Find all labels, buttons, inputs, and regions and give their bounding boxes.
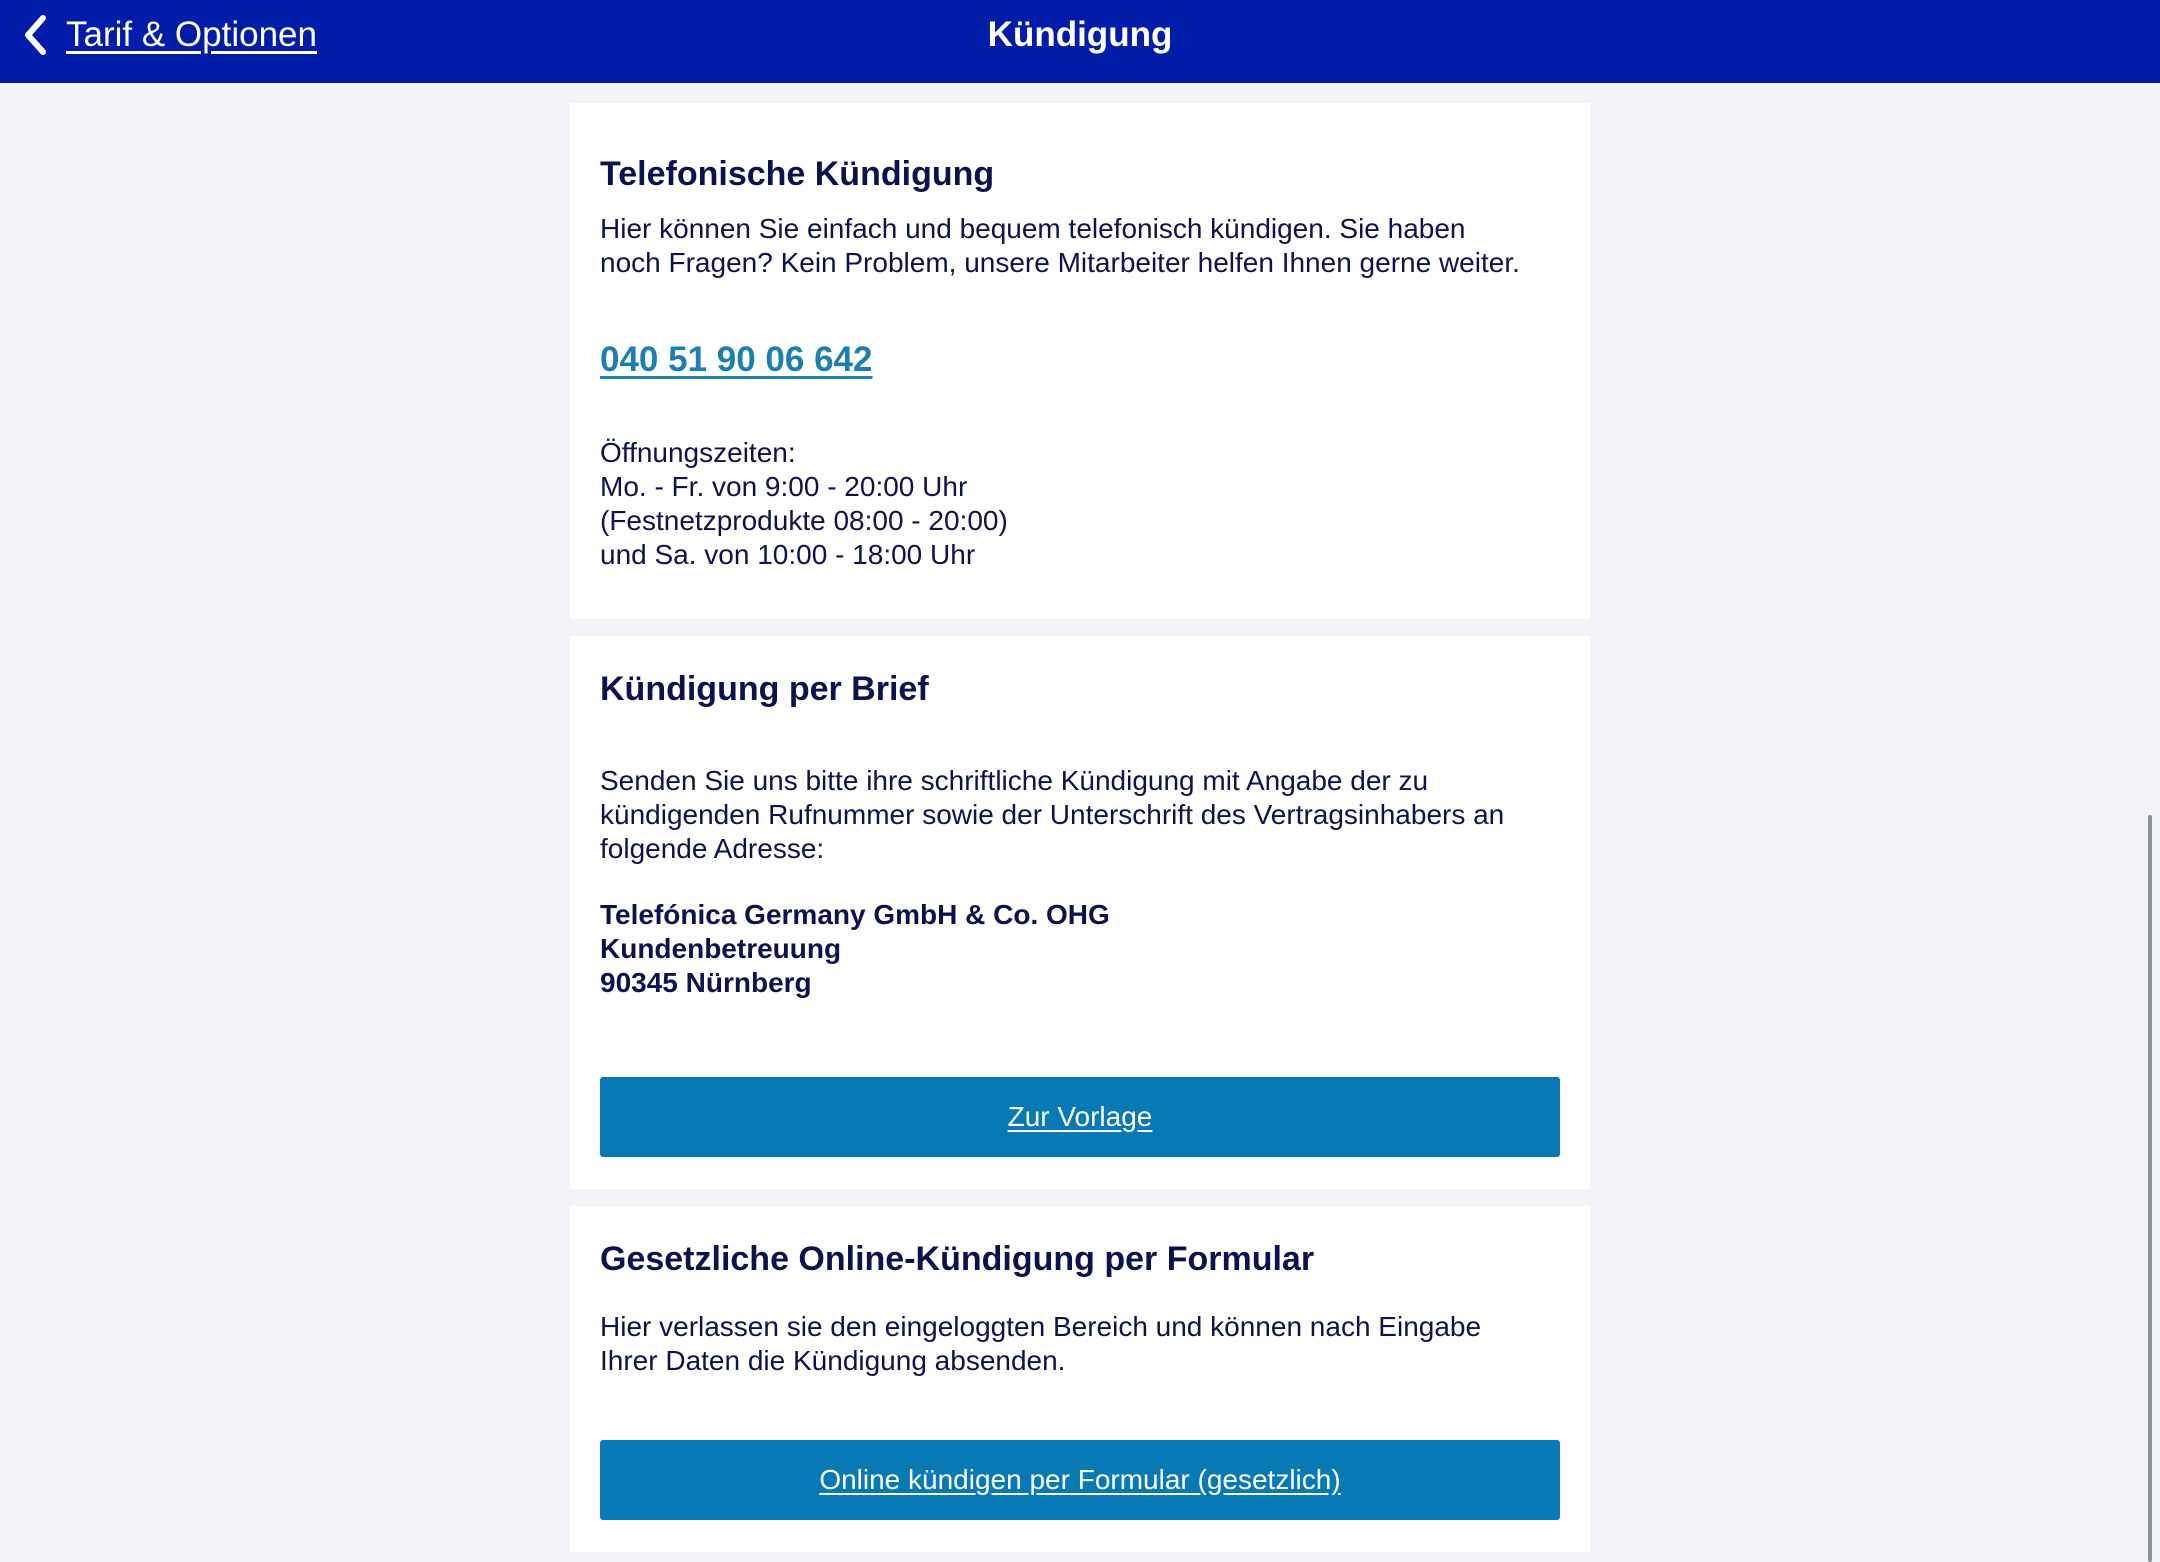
address-line-1: Telefónica Germany GmbH & Co. OHG <box>600 899 1110 930</box>
phone-cancellation-card <box>570 103 1590 619</box>
page-title: Kündigung <box>987 15 1173 54</box>
letter-section-text-line-3: folgende Adresse: <box>600 833 825 864</box>
online-section-text-line-2: Ihrer Daten die Kündigung absenden. <box>600 1345 1066 1376</box>
letter-section-text-line-1: Senden Sie uns bitte ihre schriftliche Kündigung mit Angabe der zu <box>600 765 1429 796</box>
scrollbar[interactable] <box>2148 815 2152 1562</box>
phone-section-text-line-2: noch Fragen? Kein Problem, unsere Mitarbeiter helfen Ihnen gerne weiter. <box>600 247 1520 278</box>
opening-hours-line-3: und Sa. von 10:00 - 18:00 Uhr <box>600 539 976 570</box>
phone-section-text-line-1: Hier können Sie einfach und bequem telefonisch kündigen. Sie haben <box>600 213 1466 244</box>
top-navigation-bar <box>0 0 2160 83</box>
template-button[interactable]: Zur Vorlage <box>600 1077 1560 1157</box>
address-line-3: 90345 Nürnberg <box>600 967 812 998</box>
letter-cancellation-card <box>570 636 1590 1189</box>
phone-section-heading: Telefonische Kündigung <box>600 155 995 193</box>
online-cancellation-card <box>570 1206 1590 1552</box>
address-line-2: Kundenbetreuung <box>600 933 842 964</box>
letter-section-heading: Kündigung per Brief <box>600 670 929 708</box>
online-section-heading: Gesetzliche Online-Kündigung per Formular <box>600 1240 1315 1278</box>
phone-number-link[interactable]: 040 51 90 06 642 <box>600 340 873 379</box>
letter-section-text-line-2: kündigenden Rufnummer sowie der Unterschrift des Vertragsinhabers an <box>600 799 1505 830</box>
opening-hours-line-2: (Festnetzprodukte 08:00 - 20:00) <box>600 505 1008 536</box>
online-cancel-form-button[interactable]: Online kündigen per Formular (gesetzlich) <box>600 1440 1560 1520</box>
opening-hours-label: Öffnungszeiten: <box>600 437 796 468</box>
online-section-text-line-1: Hier verlassen sie den eingeloggten Bereich und können nach Eingabe <box>600 1311 1482 1342</box>
back-button-label: Tarif & Optionen <box>66 15 317 54</box>
opening-hours-line-1: Mo. - Fr. von 9:00 - 20:00 Uhr <box>600 471 968 502</box>
